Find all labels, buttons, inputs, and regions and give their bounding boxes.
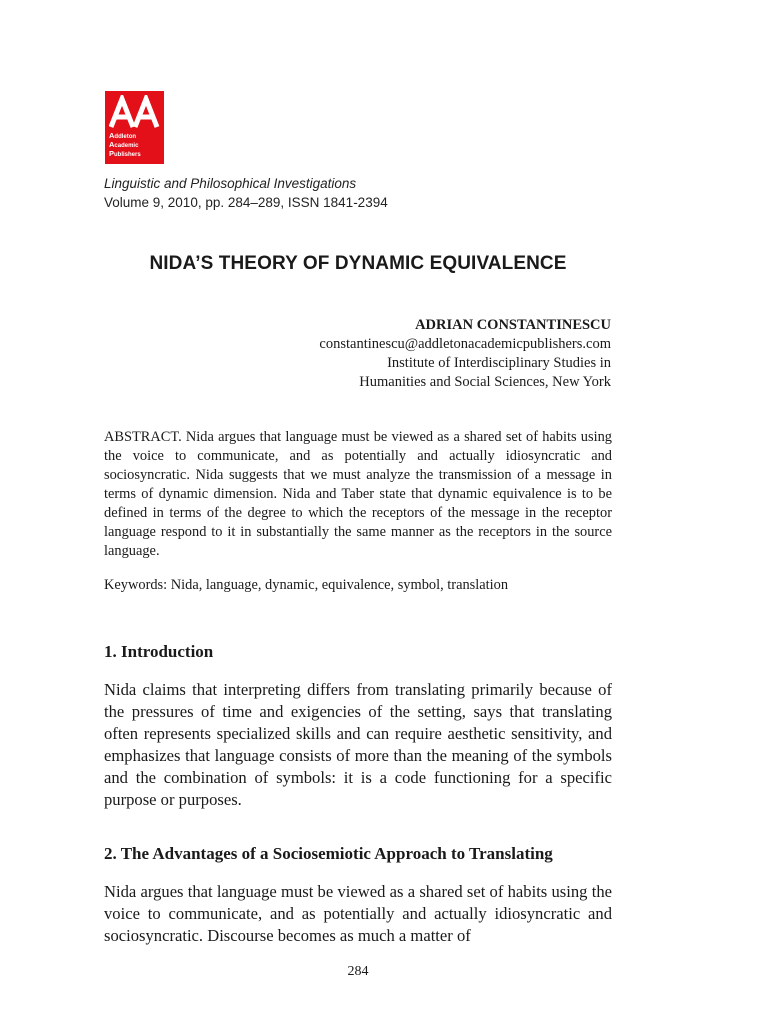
publisher-logo [105,91,164,164]
abstract: ABSTRACT. Nida argues that language must be viewed as a shared set of habits using the voice to communicate, and as potentially and actually idiosyncratic and sociosyncratic. Nida suggests that we must analyze the transmission of a message in terms of dynamic dimension. Nida and Taber state that dynamic equivalence is to be defined in terms of the degree to which the receptors of the message in the receptor language respond to it in substantially the same manner as the receptors in the source language. [104,429,612,559]
author-affiliation-line2: Humanities and Social Sciences, New York [359,374,611,390]
journal-name: Linguistic and Philosophical Investigations [104,176,357,191]
section-body-introduction: Nida claims that interpreting differs from translating primarily because of the pressures of time and exigencies of the setting, says that translating often represents specialized skills and can require aesthetic sensitivity, and emphasizes that language consists of more than the meaning of the symbols and the combination of symbols: it is a code functioning for a specific purpose or purposes. [104,680,612,809]
keywords: Keywords: Nida, language, dynamic, equivalence, symbol, translation [104,577,509,593]
author-block [319,316,611,392]
article-title: NIDA’S THEORY OF DYNAMIC EQUIVALENCE [149,253,567,274]
author-name: ADRIAN CONSTANTINESCU [415,317,611,333]
aa-logo-mark-icon [109,95,160,129]
logo-line-2: Academic [109,140,139,149]
logo-line-3: Publishers [109,149,141,158]
section-heading-sociosemiotic: 2. The Advantages of a Sociosemiotic Approach to Translating [104,844,553,863]
journal-citation: Volume 9, 2010, pp. 284–289, ISSN 1841-2394 [104,195,388,210]
section-body-sociosemiotic: Nida argues that language must be viewed as a shared set of habits using the voice to communicate, and as potentially and actually idiosyncratic and sociosyncratic. Discourse becomes as much a matter of [104,882,612,945]
section-heading-introduction: 1. Introduction [104,642,214,661]
page-number: 284 [347,964,369,979]
author-email[interactable]: constantinescu@addletonacademicpublishers.com [319,336,611,352]
logo-line-1: Addleton [109,131,137,140]
author-affiliation-line1: Institute of Interdisciplinary Studies in [387,355,611,371]
